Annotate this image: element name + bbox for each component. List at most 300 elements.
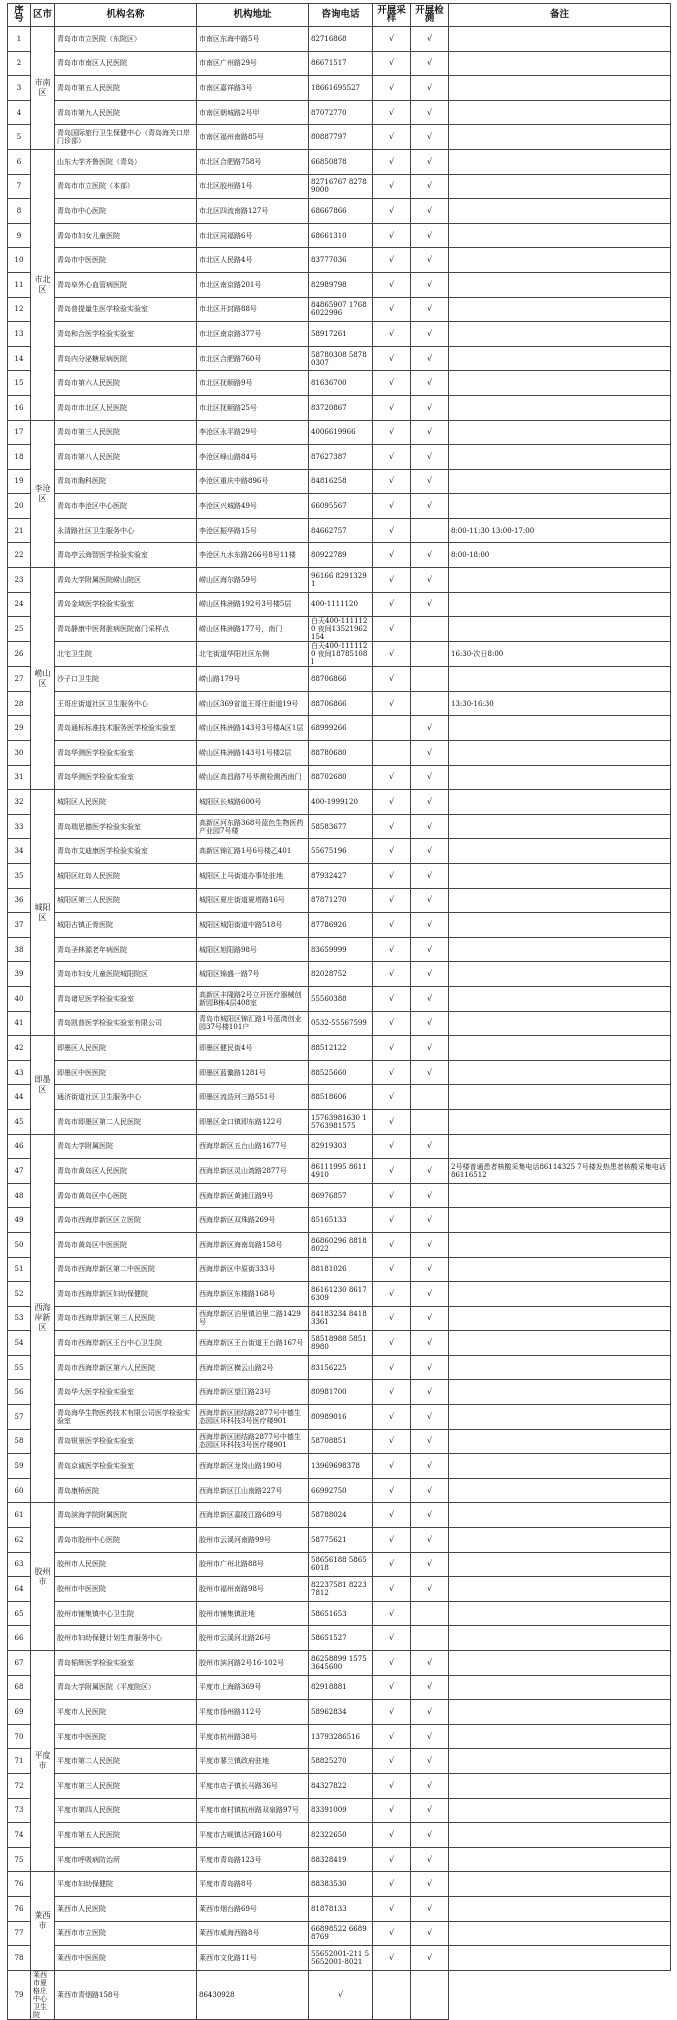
institution-name: 青岛市市立医院（东院区） — [55, 27, 197, 52]
testing-check: √ — [411, 765, 449, 790]
testing-check — [411, 642, 449, 667]
consult-phone: 66850878 — [309, 149, 373, 174]
institution-address: 市南区东海中路5号 — [197, 27, 309, 52]
table-row — [8, 1011, 671, 1036]
remarks — [449, 51, 671, 76]
row-number: 57 — [8, 1405, 31, 1430]
institution-address: 西海岸新区嘉陵江路689号 — [197, 1503, 309, 1528]
sampling-check — [373, 741, 411, 766]
sampling-check: √ — [373, 1626, 411, 1651]
institution-name: 青岛华测医学检验实验室 — [55, 741, 197, 766]
consult-phone: 55560388 — [309, 986, 373, 1011]
table-row — [8, 469, 671, 494]
sampling-check: √ — [373, 469, 411, 494]
row-number: 47 — [8, 1159, 31, 1184]
testing-check: √ — [411, 1036, 449, 1061]
row-number: 7 — [8, 174, 31, 199]
institution-address: 市北区人民路4号 — [197, 248, 309, 273]
institution-address: 平度市古岘镇沽河路160号 — [197, 1823, 309, 1848]
row-number: 1 — [8, 27, 31, 52]
row-number: 42 — [8, 1036, 31, 1061]
sampling-check: √ — [373, 494, 411, 519]
institution-address: 胶州市云溪河南路99号 — [197, 1528, 309, 1553]
remarks — [449, 913, 671, 938]
testing-check: √ — [411, 1208, 449, 1233]
table-row — [8, 1085, 671, 1110]
sampling-check: √ — [373, 1896, 411, 1921]
remarks — [449, 1085, 671, 1110]
row-number: 5 — [8, 125, 31, 150]
institution-address: 胶州市广州北路88号 — [197, 1552, 309, 1577]
institution-name: 永清路社区卫生服务中心 — [55, 518, 197, 543]
sampling-check: √ — [373, 1183, 411, 1208]
remarks — [449, 1749, 671, 1774]
testing-check: √ — [411, 494, 449, 519]
consult-phone: 87871270 — [309, 888, 373, 913]
remarks — [449, 1183, 671, 1208]
table-row — [8, 1454, 671, 1479]
institution-name: 胶州市人民医院 — [55, 1552, 197, 1577]
sampling-check: √ — [373, 1921, 411, 1946]
sampling-check: √ — [373, 1257, 411, 1282]
testing-check: √ — [411, 568, 449, 593]
sampling-check: √ — [373, 592, 411, 617]
row-number: 16 — [8, 395, 31, 420]
table-row — [8, 149, 671, 174]
remarks: 8:00-11:30 13:00-17:00 — [449, 518, 671, 543]
institution-name: 青岛阜外心血管病医院 — [55, 272, 197, 297]
consult-phone: 66898522 66898769 — [309, 1921, 373, 1946]
table-row — [8, 174, 671, 199]
row-number: 19 — [8, 469, 31, 494]
testing-check: √ — [411, 716, 449, 741]
consult-phone: 86671517 — [309, 51, 373, 76]
remarks — [449, 322, 671, 347]
table-row — [8, 1208, 671, 1233]
row-number: 26 — [8, 642, 31, 667]
row-number: 13 — [8, 322, 31, 347]
institution-name: 平度市人民医院 — [55, 1700, 197, 1725]
institution-name: 青岛通标标准技术服务医学检验实验室 — [55, 716, 197, 741]
consult-phone: 55675196 — [309, 839, 373, 864]
remarks — [449, 986, 671, 1011]
testing-check: √ — [411, 51, 449, 76]
institution-name: 青岛市中心医院 — [55, 199, 197, 224]
institution-name: 青岛市中医医院 — [55, 248, 197, 273]
institution-name: 平度市第二人民医院 — [55, 1749, 197, 1774]
institution-name: 青岛华大医学检验实验室 — [55, 1380, 197, 1405]
table-row — [8, 322, 671, 347]
sampling-check: √ — [373, 297, 411, 322]
sampling-check: √ — [373, 518, 411, 543]
row-number: 77 — [8, 1921, 31, 1946]
col-header-name: 机构名称 — [55, 4, 197, 27]
sampling-check: √ — [373, 1773, 411, 1798]
table-row — [8, 716, 671, 741]
testing-check: √ — [411, 1257, 449, 1282]
sampling-check: √ — [373, 1036, 411, 1061]
institution-address: 胶州市铺集镇驻地 — [197, 1601, 309, 1626]
table-row — [8, 937, 671, 962]
institution-address: 市北区抚顺路9号 — [197, 371, 309, 396]
institution-address: 市北区合肥路760号 — [197, 346, 309, 371]
row-number: 17 — [8, 420, 31, 445]
remarks: 8:00-18:00 — [449, 543, 671, 568]
remarks — [449, 1946, 671, 1971]
institution-address: 李沧区九水东路266号8号11楼 — [197, 543, 309, 568]
institution-address: 崂山区株洲路177号，南门 — [197, 617, 309, 642]
testing-check: √ — [411, 1454, 449, 1479]
table-row — [8, 814, 671, 839]
consult-phone: 80887797 — [309, 125, 373, 150]
institution-name: 青岛市西海岸新区妇幼保健院 — [55, 1282, 197, 1307]
consult-phone: 86111995 86114910 — [309, 1159, 373, 1184]
institution-name: 青岛市西海岸新区王台中心卫生院 — [55, 1331, 197, 1356]
table-row — [8, 1847, 671, 1872]
institution-name: 胶州市妇幼保健计划生育服务中心 — [55, 1626, 197, 1651]
testing-check: √ — [411, 1921, 449, 1946]
institution-address: 崂山区高昌路7号华测检测西南门 — [197, 765, 309, 790]
institution-address: 李沧区永平路29号 — [197, 420, 309, 445]
sampling-check: √ — [373, 1552, 411, 1577]
institution-name: 沙子口卫生院 — [55, 667, 197, 692]
consult-phone: 88702680 — [309, 765, 373, 790]
remarks — [449, 1257, 671, 1282]
sampling-check: √ — [373, 371, 411, 396]
consult-phone: 84662757 — [309, 518, 373, 543]
sampling-check: √ — [373, 667, 411, 692]
sampling-check: √ — [373, 51, 411, 76]
institution-address: 市南区广州路29号 — [197, 51, 309, 76]
testing-check: √ — [411, 1405, 449, 1430]
sampling-check: √ — [373, 1503, 411, 1528]
consult-phone: 82322650 — [309, 1823, 373, 1848]
institution-name: 青岛市黄岛区中心医院 — [55, 1183, 197, 1208]
sampling-check: √ — [373, 125, 411, 150]
row-number: 4 — [8, 100, 31, 125]
institution-name: 平度市中医医院 — [55, 1724, 197, 1749]
testing-check: √ — [411, 1331, 449, 1356]
institution-name: 青岛康桥医院 — [55, 1478, 197, 1503]
testing-check: √ — [411, 741, 449, 766]
row-number: 21 — [8, 518, 31, 543]
table-row — [8, 1749, 671, 1774]
institution-name: 山东大学齐鲁医院（青岛） — [55, 149, 197, 174]
institution-address: 西海岸新区海南岛路158号 — [197, 1232, 309, 1257]
remarks — [449, 1896, 671, 1921]
institution-address: 崂山路179号 — [197, 667, 309, 692]
consult-phone: 58656188 58656018 — [309, 1552, 373, 1577]
table-row — [8, 790, 671, 815]
testing-check: √ — [411, 76, 449, 101]
row-number: 60 — [8, 1478, 31, 1503]
consult-phone: 58651527 — [309, 1626, 373, 1651]
testing-check: √ — [411, 1183, 449, 1208]
col-header-no: 序号 — [8, 4, 31, 27]
sampling-check: √ — [373, 395, 411, 420]
row-number: 30 — [8, 741, 31, 766]
institution-name: 青岛市妇女儿童医院 — [55, 223, 197, 248]
sampling-check: √ — [373, 149, 411, 174]
institution-address: 市北区南京路377号 — [197, 322, 309, 347]
testing-check: √ — [411, 864, 449, 889]
testing-check — [411, 1601, 449, 1626]
testing-check: √ — [411, 1478, 449, 1503]
district-cell: 城阳区 — [31, 790, 55, 1036]
remarks — [411, 1970, 449, 2019]
row-number: 72 — [8, 1773, 31, 1798]
table-row — [8, 494, 671, 519]
institution-name: 青岛金域医学检验实验室 — [55, 592, 197, 617]
institution-address: 城阳区城阳街道中路518号 — [197, 913, 309, 938]
testing-check — [411, 691, 449, 716]
table-row — [8, 1823, 671, 1848]
sampling-check: √ — [373, 322, 411, 347]
remarks — [449, 1454, 671, 1479]
consult-phone: 68999266 — [309, 716, 373, 741]
institution-address: 西海岸新区团结路2877号中德生态园区环科技3号医疗楼901 — [197, 1429, 309, 1454]
col-header-testing: 开展检测 — [411, 4, 449, 27]
sampling-check: √ — [373, 1700, 411, 1725]
remarks — [449, 100, 671, 125]
institution-name: 城阳区第三人民医院 — [55, 888, 197, 913]
testing-check: √ — [411, 1823, 449, 1848]
consult-phone: 68667866 — [309, 199, 373, 224]
sampling-check: √ — [373, 617, 411, 642]
sampling-check: √ — [373, 76, 411, 101]
remarks — [449, 1208, 671, 1233]
col-header-notes: 备注 — [449, 4, 671, 27]
institution-address: 平度市蓼兰镇政府驻地 — [197, 1749, 309, 1774]
table-row — [8, 51, 671, 76]
institution-name: 青岛市市南区人民医院 — [55, 51, 197, 76]
institution-address: 平度市青岛路123号 — [197, 1847, 309, 1872]
remarks — [449, 76, 671, 101]
institution-name: 青岛市胸科医院 — [55, 469, 197, 494]
row-number: 76 — [8, 1872, 31, 1897]
institution-name: 青岛市第八人民医院 — [55, 445, 197, 470]
institution-name: 即墨区人民医院 — [55, 1036, 197, 1061]
institution-address: 即墨区流浩河三路551号 — [197, 1085, 309, 1110]
row-number: 15 — [8, 371, 31, 396]
testing-check — [373, 1970, 411, 2019]
institution-name: 北宅卫生院 — [55, 642, 197, 667]
institution-name: 青岛和合医学检验实验室 — [55, 322, 197, 347]
sampling-check: √ — [373, 272, 411, 297]
institution-name: 莱西市人民医院 — [55, 1896, 197, 1921]
testing-check: √ — [411, 1552, 449, 1577]
institution-address: 平度市店子镇长马路36号 — [197, 1773, 309, 1798]
testing-check: √ — [411, 297, 449, 322]
sampling-check: √ — [373, 1011, 411, 1036]
testing-check: √ — [411, 1380, 449, 1405]
consult-phone: 88525660 — [309, 1060, 373, 1085]
district-cell: 崂山区 — [31, 568, 55, 790]
table-row — [8, 1921, 671, 1946]
sampling-check: √ — [373, 346, 411, 371]
row-number: 22 — [8, 543, 31, 568]
sampling-check: √ — [373, 1601, 411, 1626]
remarks: 2号楼普通患者核酸采集电话86114325 7号楼发热患者核酸采集电话86116512 — [449, 1159, 671, 1184]
remarks — [449, 1503, 671, 1528]
sampling-check: √ — [373, 174, 411, 199]
consult-phone: 82919303 — [309, 1134, 373, 1159]
row-number: 34 — [8, 839, 31, 864]
consult-phone: 66992750 — [309, 1478, 373, 1503]
table-row — [8, 1552, 671, 1577]
row-number: 58 — [8, 1429, 31, 1454]
institution-address: 平度市扬州路112号 — [197, 1700, 309, 1725]
row-number: 27 — [8, 667, 31, 692]
table-row — [8, 962, 671, 987]
row-number: 68 — [8, 1675, 31, 1700]
row-number: 2 — [8, 51, 31, 76]
sampling-check: √ — [373, 1749, 411, 1774]
remarks — [449, 888, 671, 913]
institution-address: 市北区同福路6号 — [197, 223, 309, 248]
institution-address: 城阳区锦盛一路7号 — [197, 962, 309, 987]
institution-name: 青岛华测医学检验实验室 — [55, 765, 197, 790]
institution-name: 即墨区中医医院 — [55, 1060, 197, 1085]
institution-name: 青岛市西海岸新区第六人民医院 — [55, 1355, 197, 1380]
consult-phone: 80989016 — [309, 1405, 373, 1430]
table-row — [8, 913, 671, 938]
consult-phone: 88780680 — [309, 741, 373, 766]
testing-check: √ — [411, 543, 449, 568]
row-number: 37 — [8, 913, 31, 938]
district-cell: 市北区 — [31, 149, 55, 420]
remarks — [449, 1872, 671, 1897]
consult-phone: 86860296 88188022 — [309, 1232, 373, 1257]
testing-check: √ — [411, 100, 449, 125]
institution-name: 青岛大学附属医院（平度院区） — [55, 1675, 197, 1700]
institution-address: 平度市杭州路38号 — [197, 1724, 309, 1749]
testing-check: √ — [411, 371, 449, 396]
testing-check: √ — [411, 1429, 449, 1454]
institution-address: 西海岸新区东楼路168号 — [197, 1282, 309, 1307]
row-number: 23 — [8, 568, 31, 593]
remarks — [449, 149, 671, 174]
district-cell: 即墨区 — [31, 1036, 55, 1134]
institution-name: 青岛瑞思德医学检验实验室 — [55, 814, 197, 839]
table-row — [8, 1232, 671, 1257]
table-row — [8, 1060, 671, 1085]
sampling-check: √ — [373, 1085, 411, 1110]
table-row — [8, 864, 671, 889]
sampling-check: √ — [373, 913, 411, 938]
sampling-check: √ — [373, 445, 411, 470]
remarks — [449, 27, 671, 52]
sampling-check: √ — [373, 568, 411, 593]
sampling-check: √ — [373, 839, 411, 864]
sampling-check: √ — [373, 100, 411, 125]
institution-name: 平度市第五人民医院 — [55, 1823, 197, 1848]
remarks — [449, 765, 671, 790]
remarks: 16:30-次日8:00 — [449, 642, 671, 667]
table-row — [8, 1257, 671, 1282]
institution-address: 西海岸新区王台街道王台路167号 — [197, 1331, 309, 1356]
institution-name: 青岛韬辉医学检验实验室 — [55, 1651, 197, 1676]
remarks — [449, 199, 671, 224]
remarks — [449, 592, 671, 617]
sampling-check: √ — [373, 1060, 411, 1085]
testing-check: √ — [411, 1134, 449, 1159]
remarks — [449, 125, 671, 150]
consult-phone: 58780308 58780307 — [309, 346, 373, 371]
testing-check: √ — [411, 814, 449, 839]
sampling-check: √ — [373, 199, 411, 224]
table-row — [8, 986, 671, 1011]
consult-phone: 84816258 — [309, 469, 373, 494]
row-number: 14 — [8, 346, 31, 371]
testing-check — [411, 1626, 449, 1651]
institution-address: 胶州市云溪河北路26号 — [197, 1626, 309, 1651]
district-cell: 平度市 — [31, 1651, 55, 1872]
header-row — [8, 4, 671, 27]
sampling-check: √ — [373, 642, 411, 667]
row-number: 3 — [8, 76, 31, 101]
testing-check: √ — [411, 174, 449, 199]
institution-name: 城阳古镇正骨医院 — [55, 913, 197, 938]
row-number: 63 — [8, 1552, 31, 1577]
institution-address: 城阳区夏庄街道夏塔路16号 — [197, 888, 309, 913]
consult-phone: 81636700 — [309, 371, 373, 396]
table-row — [8, 199, 671, 224]
institution-address: 李沧区兴城路49号 — [197, 494, 309, 519]
institution-address: 平度市上海路369号 — [197, 1675, 309, 1700]
sampling-check: √ — [373, 1380, 411, 1405]
consult-phone: 83720867 — [309, 395, 373, 420]
institution-name: 青岛市黄岛区人民医院 — [55, 1159, 197, 1184]
sampling-check: √ — [373, 962, 411, 987]
remarks — [449, 962, 671, 987]
consult-phone: 55652001-211 55652001-8021 — [309, 1946, 373, 1971]
consult-phone: 13793286516 — [309, 1724, 373, 1749]
table-row — [8, 1872, 671, 1897]
institution-address: 西海岸新区龙岗山路190号 — [197, 1454, 309, 1479]
table-row — [8, 1601, 671, 1626]
row-number: 53 — [8, 1306, 31, 1331]
institution-address: 西海岸新区五台山路1677号 — [197, 1134, 309, 1159]
testing-check: √ — [411, 1749, 449, 1774]
testing-check: √ — [411, 420, 449, 445]
row-number: 36 — [8, 888, 31, 913]
sampling-check: √ — [373, 814, 411, 839]
remarks — [449, 1847, 671, 1872]
institution-address: 即墨区蓝鳌路1281号 — [197, 1060, 309, 1085]
row-number: 69 — [8, 1700, 31, 1725]
sampling-check: √ — [373, 1232, 411, 1257]
institution-address: 西海岸新区泊里镇泊里二路1429号 — [197, 1306, 309, 1331]
sampling-check: √ — [373, 1282, 411, 1307]
institution-name: 青岛市胶州中心医院 — [55, 1528, 197, 1553]
sampling-check: √ — [373, 1872, 411, 1897]
remarks — [449, 1282, 671, 1307]
testing-check: √ — [411, 1847, 449, 1872]
remarks — [449, 1921, 671, 1946]
institution-name: 青岛市第五人民医院 — [55, 76, 197, 101]
institution-address: 西海岸新区中原街333号 — [197, 1257, 309, 1282]
sampling-check: √ — [309, 1970, 373, 2019]
table-row — [8, 1651, 671, 1676]
table-row — [8, 27, 671, 52]
remarks — [449, 1380, 671, 1405]
institution-name: 青岛市艾迪康医学检验实验室 — [55, 839, 197, 864]
remarks — [449, 272, 671, 297]
row-number: 71 — [8, 1749, 31, 1774]
row-number: 65 — [8, 1601, 31, 1626]
institution-name: 平度市第三人民医院 — [55, 1773, 197, 1798]
